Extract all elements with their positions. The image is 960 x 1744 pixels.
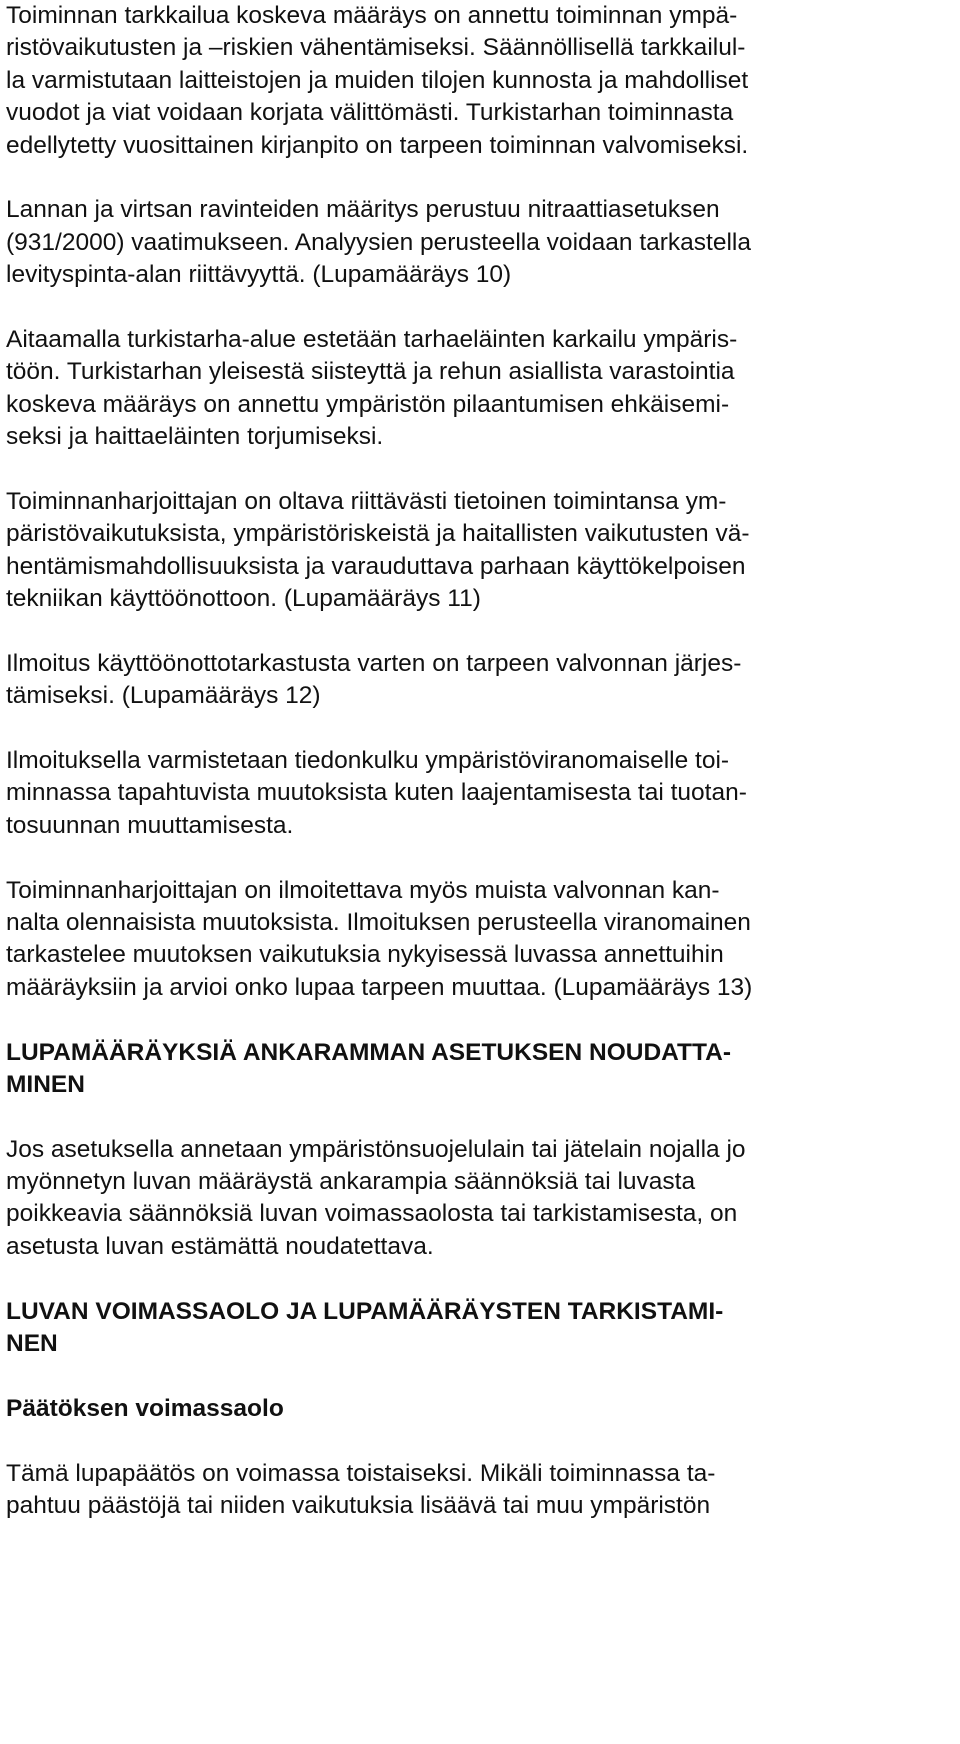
text-line: (931/2000) vaatimukseen. Analyysien perusteella voidaan tarkastella xyxy=(6,228,751,256)
text-line: nalta olennaisista muutoksista. Ilmoituksen perusteella viranomainen xyxy=(6,908,751,936)
text-line: Toiminnanharjoittajan on oltava riittävästi tietoinen toimintansa ym- xyxy=(6,487,727,515)
text-line: tarkastelee muutoksen vaikutuksia nykyisessä luvassa annettuihin xyxy=(6,941,724,969)
text-line: minnassa tapahtuvista muutoksista kuten laajentamisesta tai tuotan- xyxy=(6,779,747,807)
text-line: Tämä lupapäätös on voimassa toistaiseksi. Mikäli toiminnassa ta- xyxy=(6,1459,716,1487)
text-line: päristövaikutuksista, ympäristöriskeistä ja haitallisten vaikutusten vä- xyxy=(6,520,750,548)
text-line: pahtuu päästöjä tai niiden vaikutuksia lisäävä tai muu ympäristön xyxy=(6,1491,711,1519)
text-line: tämiseksi. (Lupamääräys 12) xyxy=(6,682,321,710)
text-line: Toiminnanharjoittajan on ilmoitettava myös muista valvonnan kan- xyxy=(6,876,720,904)
paragraph-spacing xyxy=(6,1004,956,1036)
section-heading xyxy=(6,1296,956,1361)
text-line: seksi ja haittaeläinten torjumiseksi. xyxy=(6,423,384,451)
text-line: töön. Turkistarhan yleisestä siisteyttä ja rehun asiallista varastointia xyxy=(6,358,735,386)
text-line: määräyksiin ja arvioi onko lupaa tarpeen muuttaa. (Lupamääräys 13) xyxy=(6,973,753,1001)
paragraph-spacing xyxy=(6,615,956,647)
body-paragraph xyxy=(6,324,956,454)
paragraph-spacing xyxy=(6,1263,956,1295)
text-line: Toiminnan tarkkailua koskeva määräys on annettu toiminnan ympä- xyxy=(6,2,738,29)
paragraph-spacing xyxy=(6,453,956,485)
text-line: Ilmoituksella varmistetaan tiedonkulku ympäristöviranomaiselle toi- xyxy=(6,746,730,774)
paragraph-spacing xyxy=(6,1360,956,1392)
paragraph-spacing xyxy=(6,1425,956,1457)
body-paragraph xyxy=(6,0,956,162)
text-line: koskeva määräys on annettu ympäristön pilaantumisen ehkäisemi- xyxy=(6,390,730,418)
text-line: Aitaamalla turkistarha-alue estetään tarhaeläinten karkailu ympäris- xyxy=(6,325,738,353)
body-paragraph xyxy=(6,486,956,616)
section-heading xyxy=(6,1393,956,1425)
text-line: myönnetyn luvan määräystä ankarampia säännöksiä tai luvasta xyxy=(6,1168,696,1196)
paragraph-spacing xyxy=(6,162,956,194)
paragraph-spacing xyxy=(6,842,956,874)
body-paragraph xyxy=(6,745,956,842)
text-line: edellytetty vuosittainen kirjanpito on tarpeen toiminnan valvomiseksi. xyxy=(6,131,749,159)
heading-line: Päätöksen voimassaolo xyxy=(6,1394,284,1422)
text-line: Jos asetuksella annetaan ympäristönsuojelulain tai jätelain nojalla jo xyxy=(6,1135,746,1163)
paragraph-spacing xyxy=(6,292,956,324)
text-line: tosuunnan muuttamisesta. xyxy=(6,811,294,839)
document-page xyxy=(6,0,956,1522)
paragraph-spacing xyxy=(6,1101,956,1133)
text-line: Ilmoitus käyttöönottotarkastusta varten on tarpeen valvonnan järjes- xyxy=(6,649,742,677)
body-paragraph xyxy=(6,1458,956,1523)
text-line: asetusta luvan estämättä noudatettava. xyxy=(6,1232,434,1260)
text-line: Lannan ja virtsan ravinteiden määritys perustuu nitraattiasetuksen xyxy=(6,196,720,224)
text-line: hentämismahdollisuuksista ja varauduttava parhaan käyttökelpoisen xyxy=(6,552,746,580)
text-line: poikkeavia säännöksiä luvan voimassaolosta tai tarkistamisesta, on xyxy=(6,1200,738,1228)
body-paragraph xyxy=(6,648,956,713)
text-line: tekniikan käyttöönottoon. (Lupamääräys 11) xyxy=(6,585,481,613)
heading-line: LUVAN VOIMASSAOLO JA LUPAMÄÄRÄYSTEN TARKISTAMI- xyxy=(6,1297,724,1325)
text-line: levityspinta-alan riittävyyttä. (Lupamääräys 10) xyxy=(6,261,512,289)
text-line: ristövaikutusten ja –riskien vähentämiseksi. Säännöllisellä tarkkailul- xyxy=(6,34,746,62)
text-line: la varmistutaan laitteistojen ja muiden tilojen kunnosta ja mahdolliset xyxy=(6,66,749,94)
paragraph-spacing xyxy=(6,713,956,745)
body-paragraph xyxy=(6,194,956,291)
text-line: vuodot ja viat voidaan korjata välittömästi. Turkistarhan toiminnasta xyxy=(6,99,734,127)
body-paragraph xyxy=(6,1134,956,1264)
heading-line: NEN xyxy=(6,1330,58,1358)
heading-line: LUPAMÄÄRÄYKSIÄ ANKARAMMAN ASETUKSEN NOUDATTA- xyxy=(6,1038,731,1066)
section-heading xyxy=(6,1037,956,1102)
body-paragraph xyxy=(6,875,956,1005)
heading-line: MINEN xyxy=(6,1070,85,1098)
